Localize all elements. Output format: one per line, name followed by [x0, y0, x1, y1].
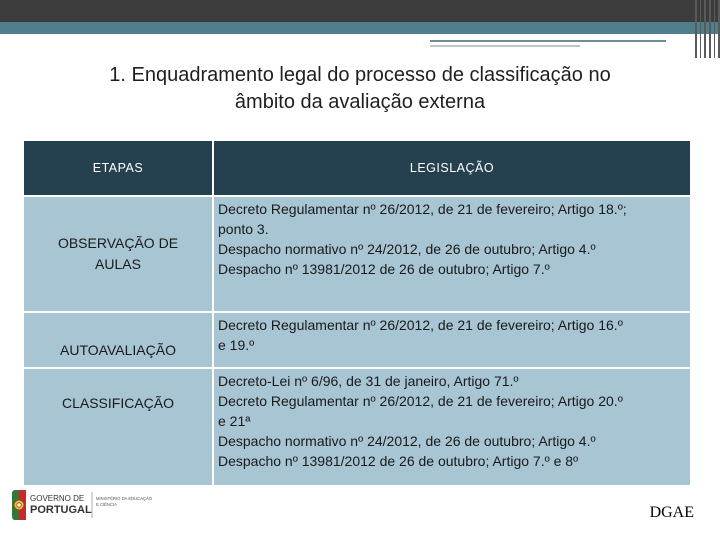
legislacao-line: Decreto-Lei nº 6/96, de 31 de janeiro, Artigo 71.º [218, 373, 519, 389]
etapa-cell [23, 196, 213, 312]
table-row [23, 368, 691, 486]
legislation-table [22, 139, 692, 487]
etapa-cell [23, 368, 213, 486]
logo-text: PORTUGAL [30, 504, 92, 516]
legislacao-cell [213, 196, 691, 312]
legislacao-line: e 21ª [218, 413, 251, 429]
header-legislacao: LEGISLAÇÃO [213, 140, 691, 196]
legislacao-cell [213, 312, 691, 368]
etapa-label: AUTOAVALIAÇÃO [60, 342, 176, 358]
legislacao-line: Decreto Regulamentar nº 26/2012, de 21 de fevereiro; Artigo 18.º; [218, 201, 627, 217]
decorative-line [430, 45, 580, 47]
brand-label: DGAE [649, 504, 694, 521]
legislacao-line: e 19.º [218, 337, 255, 353]
etapa-label: AULAS [95, 256, 141, 272]
slide-title [30, 62, 690, 116]
legislacao-line: Despacho normativo nº 24/2012, de 26 de outubro; Artigo 4.º [218, 241, 596, 257]
government-logo [10, 486, 170, 526]
top-bar-teal [0, 22, 720, 34]
table-row [23, 196, 691, 312]
etapa-cell [23, 312, 213, 368]
legislacao-line: ponto 3. [218, 221, 269, 237]
logo-text: GOVERNO DE [30, 494, 85, 503]
table-row [23, 312, 691, 368]
legislacao-line: Despacho nº 13981/2012 de 26 de outubro; Artigo 7.º e 8º [218, 453, 579, 469]
table-header-row [23, 140, 691, 196]
header-etapas: ETAPAS [23, 140, 213, 196]
slide-title-line: 1. Enquadramento legal do processo de classificação no [109, 64, 611, 86]
legislacao-cell [213, 368, 691, 486]
decorative-stripes [695, 0, 720, 58]
legislacao-line: Decreto Regulamentar nº 26/2012, de 21 de fevereiro; Artigo 16.º [218, 317, 623, 333]
legislacao-line: Despacho nº 13981/2012 de 26 de outubro; Artigo 7.º [218, 261, 550, 277]
etapa-label: OBSERVAÇÃO DE [57, 235, 179, 251]
decorative-line [430, 40, 666, 42]
ministry-text: MINISTÉRIO DA EDUCAÇÃO [96, 496, 153, 501]
legislacao-line: Despacho normativo nº 24/2012, de 26 de outubro; Artigo 4.º [218, 433, 596, 449]
slide-title-line: âmbito da avaliação externa [234, 91, 486, 113]
top-bar-dark [0, 0, 720, 22]
ministry-text: E CIÊNCIA [96, 502, 117, 507]
portugal-coat-of-arms-icon [10, 486, 170, 526]
etapa-label: CLASSIFICAÇÃO [61, 395, 175, 411]
legislacao-line: Decreto Regulamentar nº 26/2012, de 21 de fevereiro; Artigo 20.º [218, 393, 623, 409]
